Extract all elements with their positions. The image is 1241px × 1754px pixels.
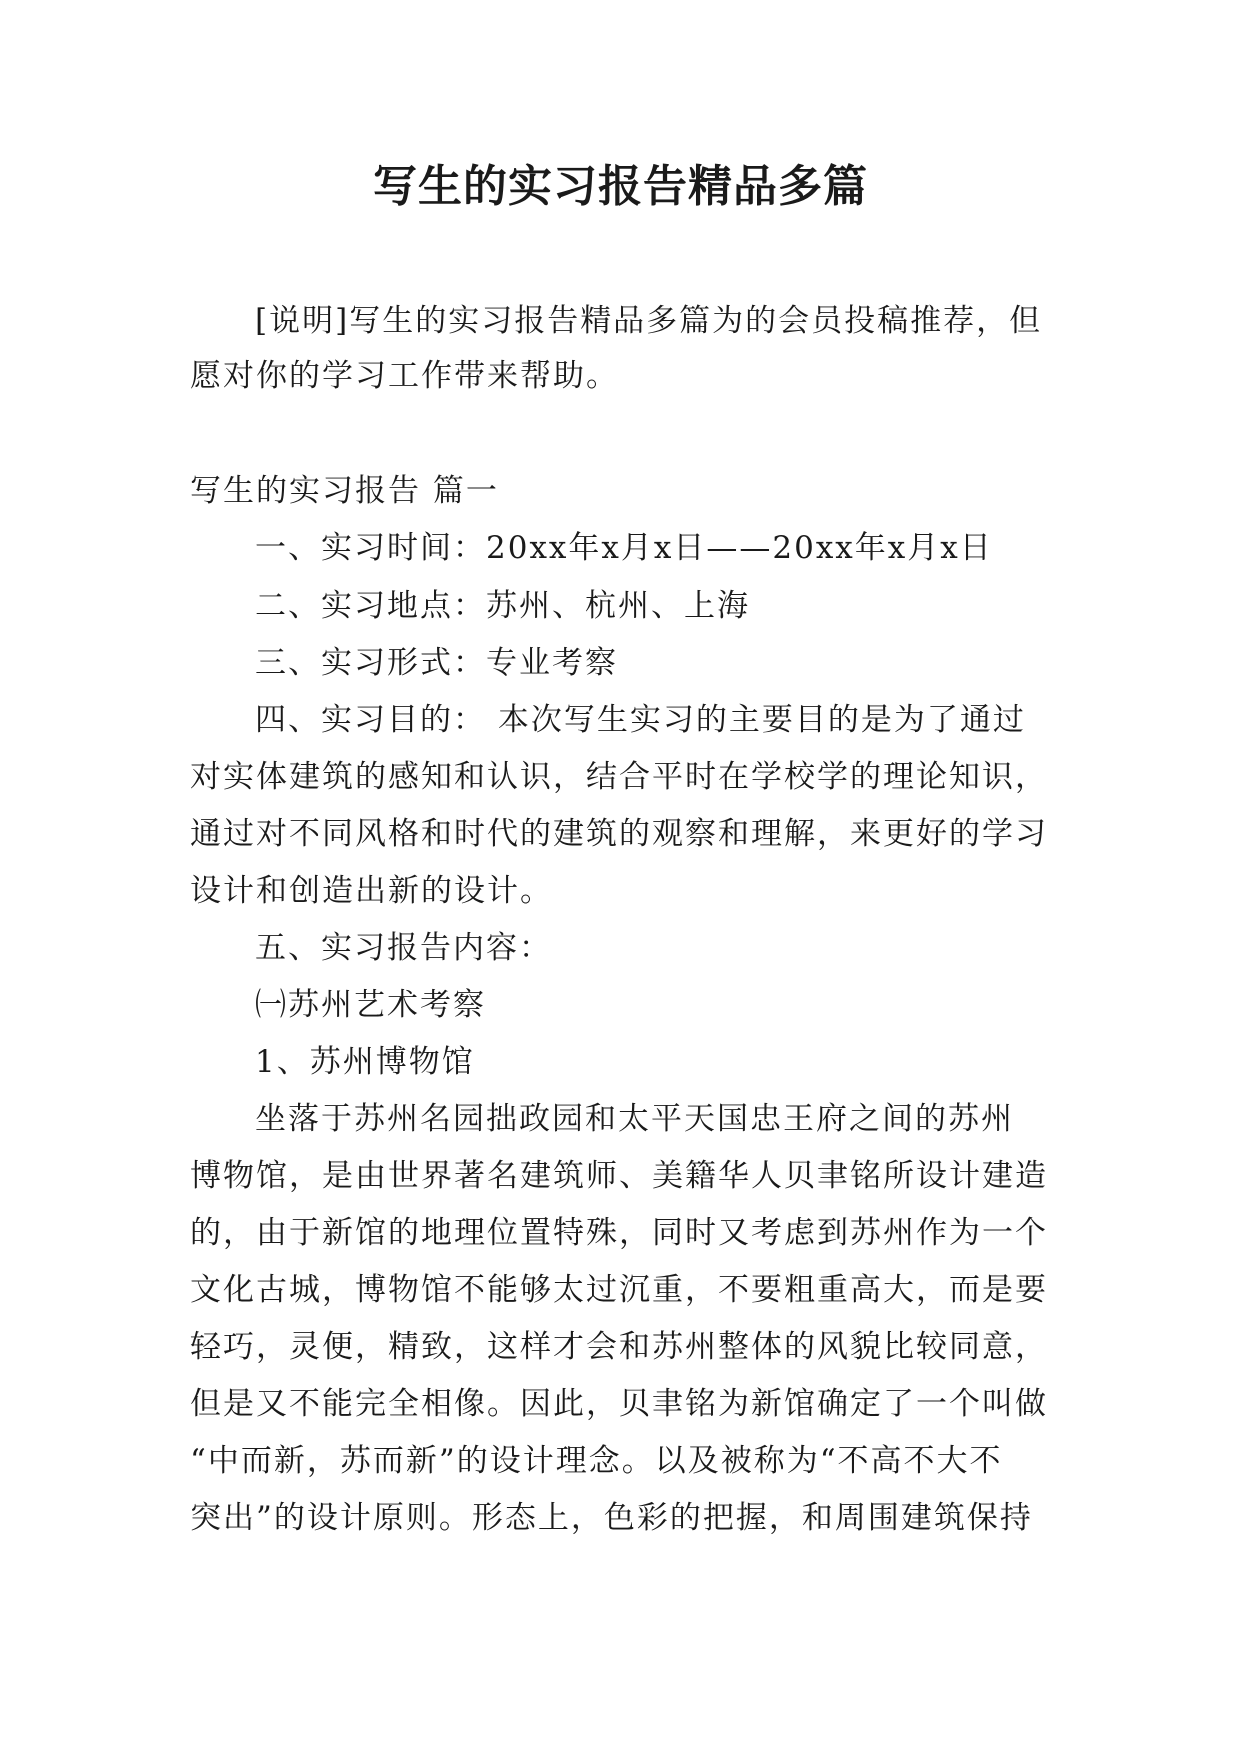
text-line: 三、实习形式：专业考察 xyxy=(255,645,618,681)
text-line: 的，由于新馆的地理位置特殊，同时又考虑到苏州作为一个 xyxy=(190,1215,1048,1251)
intro-line-1: [说明]写生的实习报告精品多篇为的会员投稿推荐，但 xyxy=(255,303,1043,339)
intro-line-2: 愿对你的学习工作带来帮助。 xyxy=(190,358,619,394)
text-line: 五、实习报告内容： xyxy=(255,930,552,966)
text-line: “中而新，苏而新”的设计理念。以及被称为“不高不大不 xyxy=(190,1443,1003,1479)
text-line: 坐落于苏州名园拙政园和太平天国忠王府之间的苏州 xyxy=(255,1101,1014,1137)
text-line: 二、实习地点：苏州、杭州、上海 xyxy=(255,588,750,624)
text-line: 突出”的设计原则。形态上，色彩的把握，和周围建筑保持 xyxy=(190,1500,1033,1536)
text-line: 文化古城，博物馆不能够太过沉重，不要粗重高大，而是要 xyxy=(190,1272,1048,1308)
subsection-heading: ㈠苏州艺术考察 xyxy=(255,987,486,1023)
text-line: 设计和创造出新的设计。 xyxy=(190,873,553,909)
section-heading-1: 写生的实习报告 篇一 xyxy=(190,473,499,509)
text-line: 但是又不能完全相像。因此，贝聿铭为新馆确定了一个叫做 xyxy=(190,1386,1048,1422)
subsection-item: 1、苏州博物馆 xyxy=(255,1044,475,1080)
text-line: 四、实习目的： 本次写生实习的主要目的是为了通过 xyxy=(255,702,1026,738)
document-title: 写生的实习报告精品多篇 xyxy=(373,161,868,212)
text-line: 博物馆，是由世界著名建筑师、美籍华人贝聿铭所设计建造 xyxy=(190,1158,1048,1194)
text-line: 通过对不同风格和时代的建筑的观察和理解，来更好的学习 xyxy=(190,816,1048,852)
text-line: 一、实习时间：20xx年x月x日——20xx年x月x日 xyxy=(255,530,993,566)
text-line: 轻巧，灵便，精致，这样才会和苏州整体的风貌比较同意， xyxy=(190,1329,1048,1365)
text-line: 对实体建筑的感知和认识，结合平时在学校学的理论知识， xyxy=(190,759,1048,795)
